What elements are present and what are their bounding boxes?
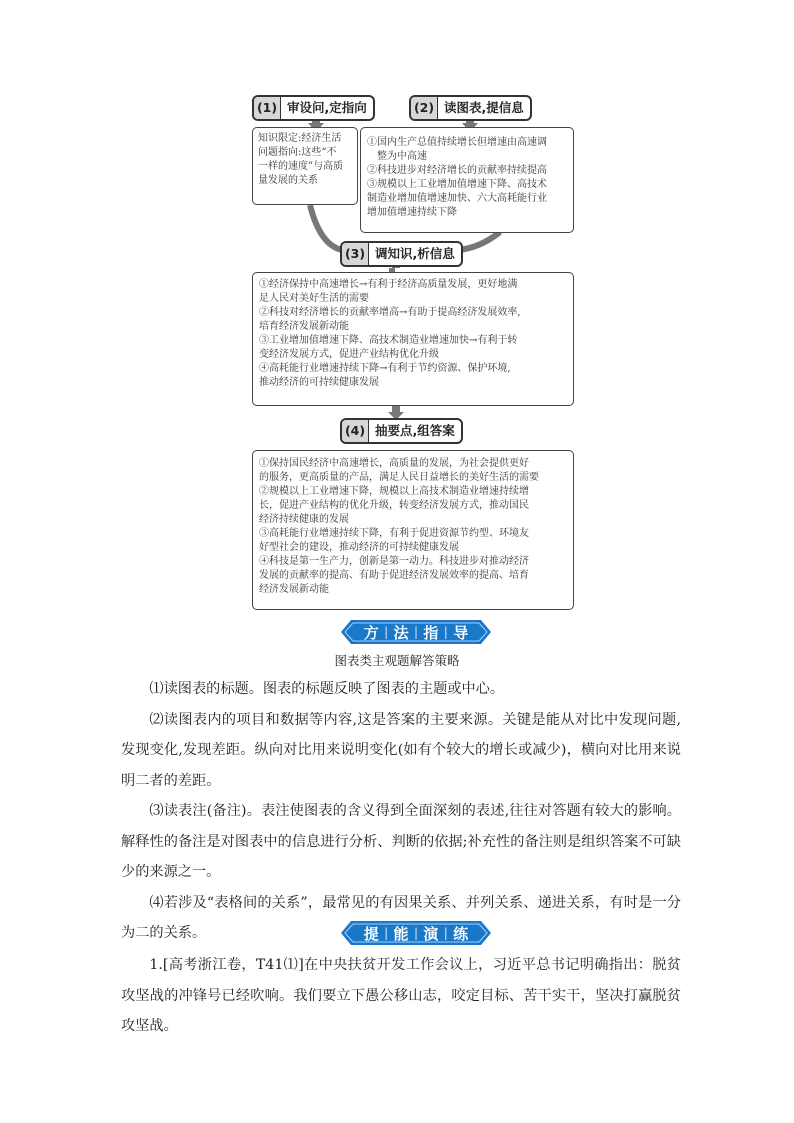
step2-tag xyxy=(409,95,532,121)
question-1: 1.[高考浙江卷，T41⑴]在中央扶贫开发工作会议上，习近平总书记明确指出：脱贫攻坚战的冲锋号已经吹响。我们要立下愚公移山志，咬定目标、苦干实干，坚决打赢脱贫攻坚战。 xyxy=(121,957,681,1034)
method-guide-banner: 方 | 法 | 指 | 导 xyxy=(341,620,491,644)
step4-tag xyxy=(340,418,463,444)
guide-item-1: ⑴读图表的标题。图表的标题反映了图表的主题或中心。 xyxy=(149,681,505,697)
step2-label: 读图表,提信息 xyxy=(444,100,524,115)
guide-item-3: ⑶读表注(备注)。表注使图表的含义得到全面深刻的表述,往往对答题有较大的影响。解释性的备注是对图表中的信息进行分析、判断的依据;补充性的备注则是组织答案不可缺少的来源之一。 xyxy=(121,803,681,880)
guide-paragraphs xyxy=(121,674,681,949)
step3-number: (3) xyxy=(342,243,369,265)
step1-number: (1) xyxy=(254,97,281,119)
step4-number: (4) xyxy=(342,420,369,442)
step1-tag xyxy=(252,95,375,121)
step2-number: (2) xyxy=(411,97,438,119)
analysis-box: ①经济保持中高速增长→有利于经济高质量发展，更好地满 足人民对美好生活的需要 ②科技对经济增长的贡献率增高→有助于提高经济发展效率, 培育经济发展新动能 ③工业增加值增速下降、高技术制造业增速加快→有利于转 变经济发展方式，促进产业结构优化升级 ④高耗能行业增速持续下降→有利于节约资源、保护环境, 推动经济的可持续健康发展 xyxy=(252,272,574,406)
knowledge-box: 知识限定:经济生活 问题指向:这些“不 一样的速度”与高质 量发展的关系 xyxy=(252,127,358,205)
answer-box: ①保持国民经济中高速增长，高质量的发展，为社会提供更好 的服务，更高质量的产品，满足人民日益增长的美好生活的需要 ②规模以上工业增速下降，规模以上高技术制造业增速持续增 长，促进产业结构的优化升级，转变经济发展方式，推动国民 经济持续健康的发展 ③高耗能行业增速持续下降，有利于促进资源节约型、环境友 好型社会的建设，推动经济的可持续健康发展 ④科技是第一生产力，创新是第一动力。科技进步对推动经济 发展的贡献率的提高、有助于促进经济发展效率的提高、培育 经济发展新动能 xyxy=(252,450,574,610)
practice-banner: 提 | 能 | 演 | 练 xyxy=(341,921,491,945)
step1-label: 审设问,定指向 xyxy=(287,100,367,115)
question-paragraph xyxy=(121,950,681,1042)
step3-tag xyxy=(340,241,463,267)
guide-item-4: ⑷若涉及“表格间的关系”，最常见的有因果关系、并列关系、递进关系，有时是一分为二的关系。 xyxy=(121,894,681,941)
info-box: ①国内生产总值持续增长但增速由高速调 整为中高速 ②科技进步对经济增长的贡献率持续提高 ③规模以上工业增加值增速下降、高技术 制造业增加值增速加快、六大高耗能行业 增加值增速持续下降 xyxy=(360,127,574,233)
guide-item-2: ⑵读图表内的项目和数据等内容,这是答案的主要来源。关键是能从对比中发现问题,发现变化,发现差距。纵向对比用来说明变化(如有个较大的增长或减少)，横向对比用来说明二者的差距。 xyxy=(121,711,681,789)
strategy-subtitle: 图表类主观题解答策略 xyxy=(334,653,460,668)
right-curve-arrow xyxy=(458,232,500,250)
step3-label: 调知识,析信息 xyxy=(375,246,455,261)
step4-label: 抽要点,组答案 xyxy=(375,423,455,438)
left-curve-arrow xyxy=(310,205,342,250)
